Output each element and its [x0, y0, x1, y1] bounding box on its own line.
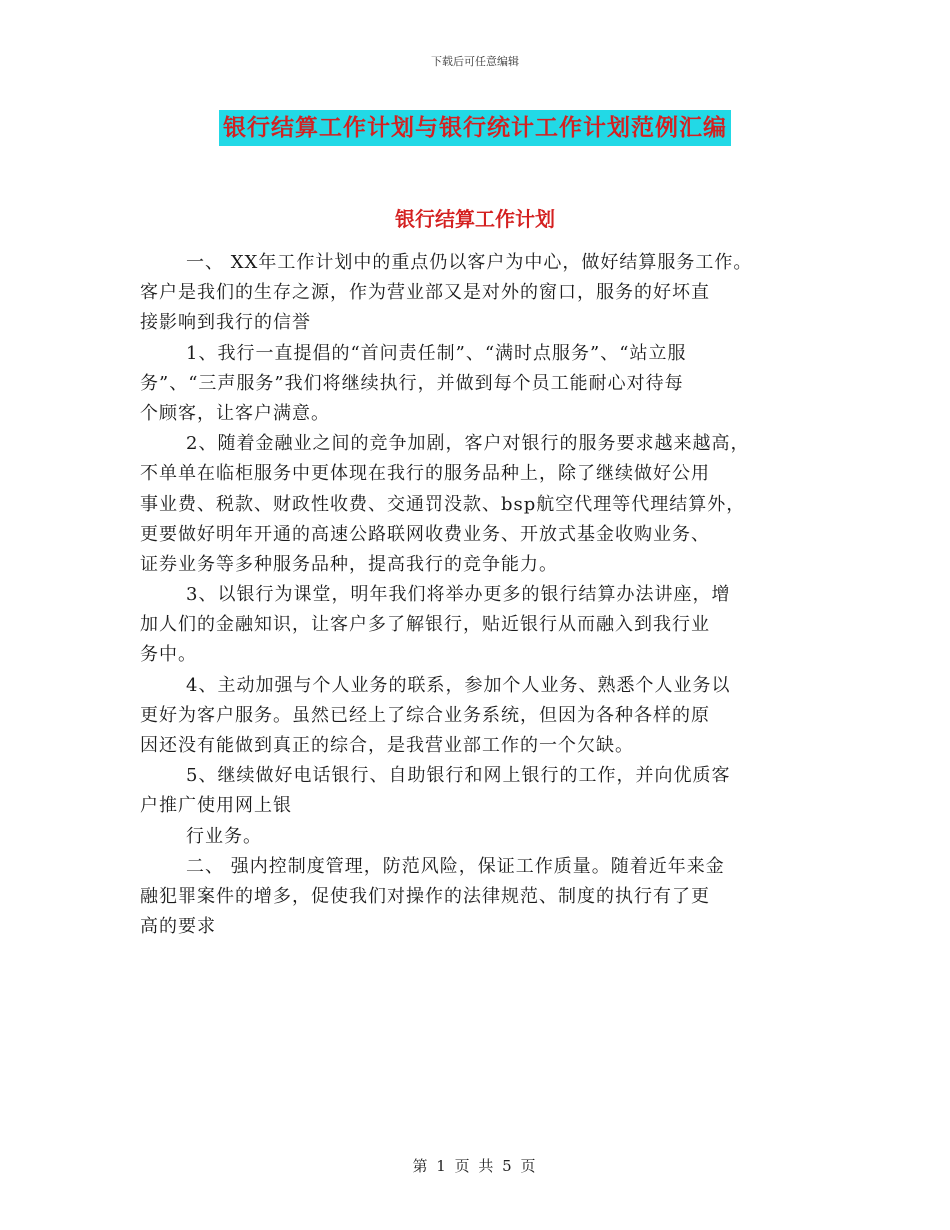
header-note: 下载后可任意编辑: [431, 55, 519, 68]
page-indicator: 第 1 页 共 5 页: [412, 1157, 538, 1175]
main-title-container: [0, 110, 950, 146]
body-line: 3、以银行为课堂，明年我们将举办更多的银行结算办法讲座，增: [186, 584, 731, 606]
section-title: 银行结算工作计划: [395, 207, 555, 231]
body-line: 5、继续做好电话银行、自助银行和网上银行的工作，并向优质客: [186, 765, 731, 787]
body-line: 务”、“三声服务”我们将继续执行，并做到每个员工能耐心对待每: [140, 372, 684, 394]
body-line: 客户是我们的生存之源，作为营业部又是对外的窗口，服务的好坏直: [140, 282, 710, 304]
main-title: 银行结算工作计划与银行统计工作计划范例汇编: [219, 110, 731, 146]
body-line: 行业务。: [186, 825, 262, 847]
body-line: 更好为客户服务。虽然已经上了综合业务系统，但因为各种各样的原: [140, 704, 710, 726]
body-line: 不单单在临柜服务中更体现在我行的服务品种上，除了继续做好公用: [140, 463, 710, 485]
body-line: 务中。: [140, 644, 197, 666]
body-line: 二、 强内控制度管理，防范风险，保证工作质量。随着近年来金: [186, 855, 725, 877]
body-line: 事业费、税款、财政性收费、交通罚没款、bsp航空代理等代理结算外，: [140, 493, 746, 515]
body-line: 加人们的金融知识，让客户多了解银行，贴近银行从而融入到我行业: [140, 614, 710, 636]
body-line: 一、 XX年工作计划中的重点仍以客户为中心，做好结算服务工作。: [186, 252, 753, 273]
body-line: 接影响到我行的信誉: [140, 312, 311, 334]
body-line: 证券业务等多种服务品种，提高我行的竞争能力。: [140, 553, 558, 575]
document-body: [140, 248, 830, 942]
body-line: 2、随着金融业之间的竞争加剧，客户对银行的服务要求越来越高，: [186, 433, 750, 455]
body-line: 高的要求: [140, 916, 216, 938]
body-line: 户推广使用网上银: [140, 795, 292, 817]
body-line: 融犯罪案件的增多，促使我们对操作的法律规范、制度的执行有了更: [140, 885, 710, 907]
body-line: 4、主动加强与个人业务的联系，参加个人业务、熟悉个人业务以: [186, 674, 731, 696]
body-line: 因还没有能做到真正的综合，是我营业部工作的一个欠缺。: [140, 735, 634, 756]
body-line: 1、我行一直提倡的“首问责任制”、“满时点服务”、“站立服: [186, 342, 687, 364]
body-line: 更要做好明年开通的高速公路联网收费业务、开放式基金收购业务、: [140, 523, 710, 545]
body-line: 个顾客，让客户满意。: [140, 402, 330, 424]
